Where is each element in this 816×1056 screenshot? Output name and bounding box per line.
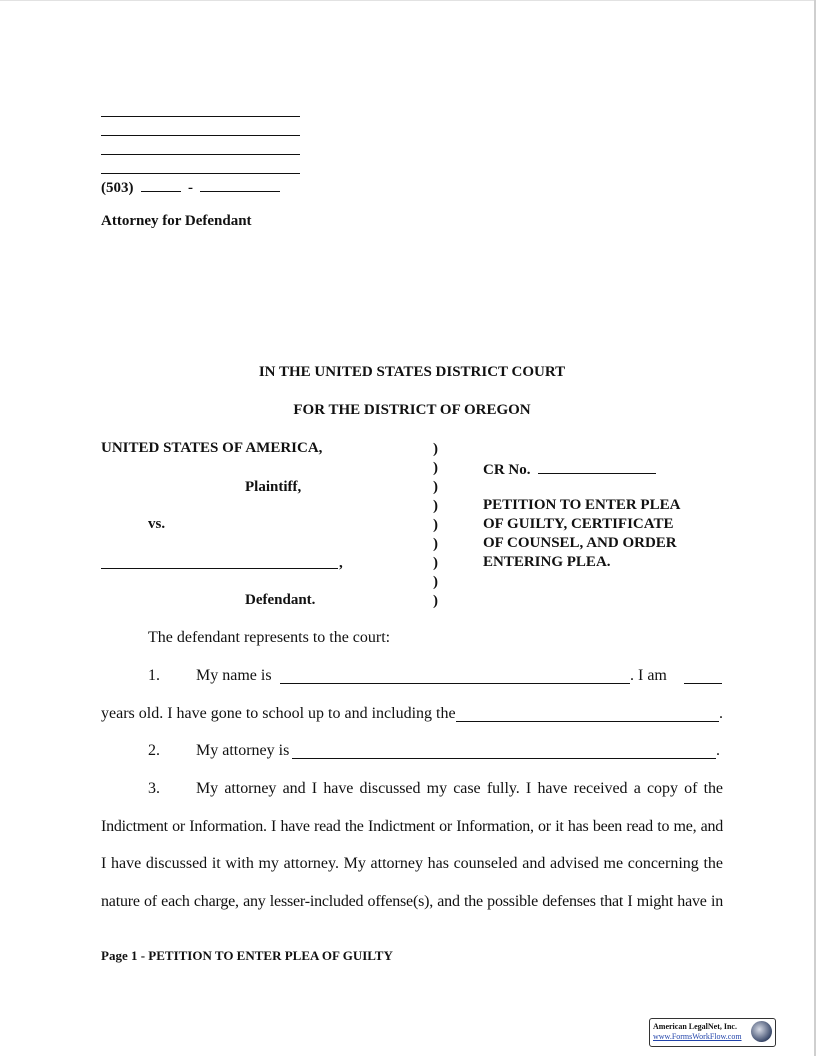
plaintiff-label: Plaintiff, xyxy=(245,479,302,495)
attorney-role: Attorney for Defendant xyxy=(101,213,252,229)
phone-row xyxy=(101,177,280,197)
para-3-line-3: I have discussed it with my attorney. My attorney has counseled and advised me concerning the xyxy=(101,855,723,872)
vendor-stamp xyxy=(649,1018,776,1047)
document-title xyxy=(483,496,680,572)
globe-logo-icon xyxy=(751,1021,772,1042)
defendant-comma: , xyxy=(339,555,343,571)
document-title-line: OF COUNSEL, AND ORDER xyxy=(483,535,677,551)
versus-label: vs. xyxy=(148,516,166,532)
caption-paren: ) xyxy=(433,498,438,514)
attorney-address-line[interactable] xyxy=(101,154,300,155)
para-1-school-label: years old. I have gone to school up to and including the xyxy=(101,705,456,722)
intro-text: The defendant represents to the court: xyxy=(148,629,391,646)
document-title-line: OF GUILTY, CERTIFICATE xyxy=(483,516,674,532)
caption-paren: ) xyxy=(433,555,438,571)
caption-paren: ) xyxy=(433,536,438,552)
plaintiff-name: UNITED STATES OF AMERICA, xyxy=(101,440,323,456)
court-district: FOR THE DISTRICT OF OREGON xyxy=(293,402,531,418)
para-1-number: 1. xyxy=(148,667,160,684)
caption-paren: ) xyxy=(433,574,438,590)
attorney-name-field[interactable] xyxy=(292,758,716,759)
caption-paren: ) xyxy=(433,460,438,476)
page-top-edge xyxy=(0,0,816,1)
phone-prefix-blank[interactable] xyxy=(141,177,181,192)
para-1-age-label: . I am xyxy=(630,667,667,684)
phone-line-blank[interactable] xyxy=(200,177,280,192)
vendor-name: American LegalNet, Inc. xyxy=(653,1022,737,1031)
document-title-line: ENTERING PLEA. xyxy=(483,554,611,570)
caption-paren: ) xyxy=(433,517,438,533)
para-1-name-label: My name is xyxy=(196,667,272,684)
case-number-row xyxy=(483,459,656,479)
age-field[interactable] xyxy=(684,683,722,684)
court-title: IN THE UNITED STATES DISTRICT COURT xyxy=(258,364,566,380)
defendant-label: Defendant. xyxy=(245,592,316,608)
attorney-firm-line[interactable] xyxy=(101,135,300,136)
para-3-line-1: My attorney and I have discussed my case fully. I have received a copy of the xyxy=(196,780,723,797)
para-2-number: 2. xyxy=(148,742,160,759)
defendant-name-line[interactable] xyxy=(101,568,338,569)
para-3-number: 3. xyxy=(148,780,160,797)
document-title-line: PETITION TO ENTER PLEA xyxy=(483,497,681,513)
caption-paren: ) xyxy=(433,479,438,495)
caption-paren: ) xyxy=(433,593,438,609)
case-number-label: CR No. xyxy=(483,462,531,478)
para-2-attorney-label: My attorney is xyxy=(196,742,290,759)
para-3-line-2: Indictment or Information. I have read the Indictment or Information, or it has been read to me, and xyxy=(101,818,723,835)
page-footer: Page 1 - PETITION TO ENTER PLEA OF GUILTY xyxy=(101,948,393,963)
phone-area-code: (503) xyxy=(101,180,134,196)
defendant-name-field[interactable] xyxy=(280,683,630,684)
para-2-end: . xyxy=(716,742,720,759)
case-number-blank[interactable] xyxy=(538,459,656,474)
vendor-url[interactable]: www.FormsWorkFlow.com xyxy=(653,1032,742,1041)
school-level-field[interactable] xyxy=(456,721,719,722)
para-3-line-4: nature of each charge, any lesser-included offense(s), and the possible defenses that I might have in xyxy=(101,893,723,910)
attorney-city-line[interactable] xyxy=(101,173,300,174)
attorney-name-line[interactable] xyxy=(101,116,300,117)
phone-dash: - xyxy=(188,180,193,196)
caption-paren: ) xyxy=(433,441,438,457)
para-1-end: . xyxy=(719,705,723,722)
